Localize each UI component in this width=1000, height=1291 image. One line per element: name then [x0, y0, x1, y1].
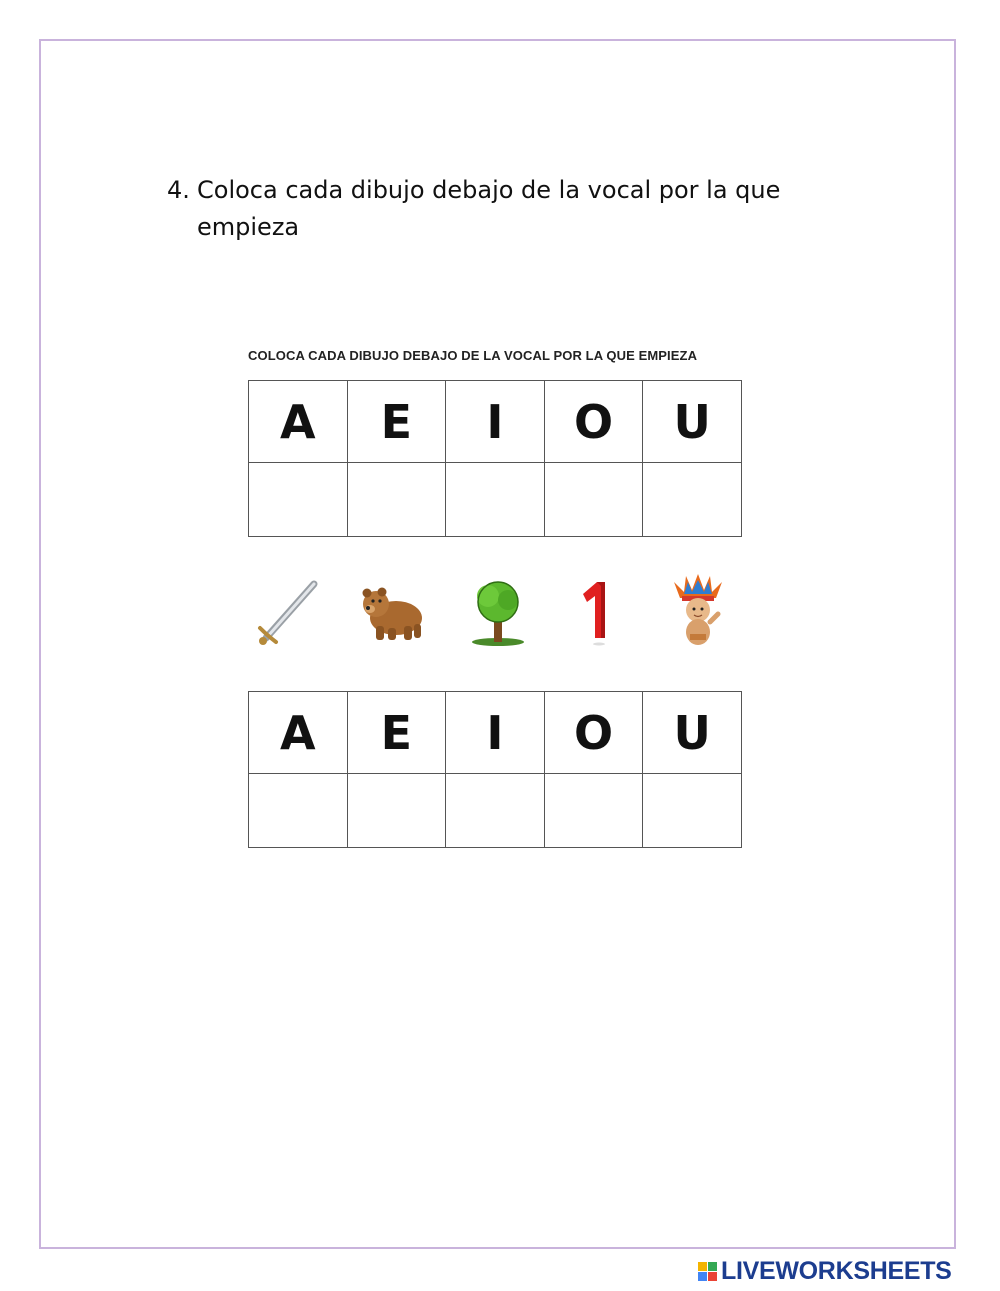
vowel-cell-u: U	[643, 381, 742, 463]
vowel-cell-e: E	[347, 381, 446, 463]
vowel-cell-i: I	[446, 692, 545, 774]
drop-slot-i	[446, 463, 545, 537]
drop-slot-o[interactable]	[544, 774, 643, 848]
drop-slot-a[interactable]	[249, 774, 348, 848]
sword-icon	[252, 572, 332, 652]
drop-slot-o	[544, 463, 643, 537]
picture-row	[248, 572, 742, 652]
drop-slot-e[interactable]	[347, 774, 446, 848]
vowel-cell-a: A	[249, 381, 348, 463]
drop-slot-u	[643, 463, 742, 537]
worksheet-heading: COLOCA CADA DIBUJO DEBAJO DE LA VOCAL POR LA QUE EMPIEZA	[248, 348, 698, 363]
number-one-icon	[553, 572, 633, 652]
logo-text: LIVEWORKSHEETS	[721, 1256, 952, 1285]
drop-row	[249, 774, 742, 848]
instruction-number: 4.	[167, 176, 190, 204]
vowel-cell-e: E	[347, 692, 446, 774]
drop-slot-e	[347, 463, 446, 537]
logo-square	[698, 1272, 707, 1281]
vowel-row	[249, 692, 742, 774]
logo-mark-icon	[698, 1262, 717, 1281]
instruction	[167, 172, 807, 246]
bear-icon	[352, 572, 432, 652]
vowel-cell-o: O	[544, 381, 643, 463]
drop-slot-a	[249, 463, 348, 537]
vowel-row	[249, 381, 742, 463]
drop-slot-u[interactable]	[643, 774, 742, 848]
vowel-cell-o: O	[544, 692, 643, 774]
vowel-table-top	[248, 380, 742, 537]
logo-square	[708, 1272, 717, 1281]
logo-square	[698, 1262, 707, 1271]
native-child-icon	[658, 572, 738, 652]
vowel-cell-a: A	[249, 692, 348, 774]
vowel-cell-u: U	[643, 692, 742, 774]
liveworksheets-logo	[698, 1257, 952, 1285]
drop-slot-i[interactable]	[446, 774, 545, 848]
tree-icon	[458, 572, 538, 652]
instruction-text: Coloca cada dibujo debajo de la vocal por la que empieza	[197, 176, 781, 241]
drop-row	[249, 463, 742, 537]
vowel-table-bottom	[248, 691, 742, 848]
vowel-cell-i: I	[446, 381, 545, 463]
logo-square	[708, 1262, 717, 1271]
